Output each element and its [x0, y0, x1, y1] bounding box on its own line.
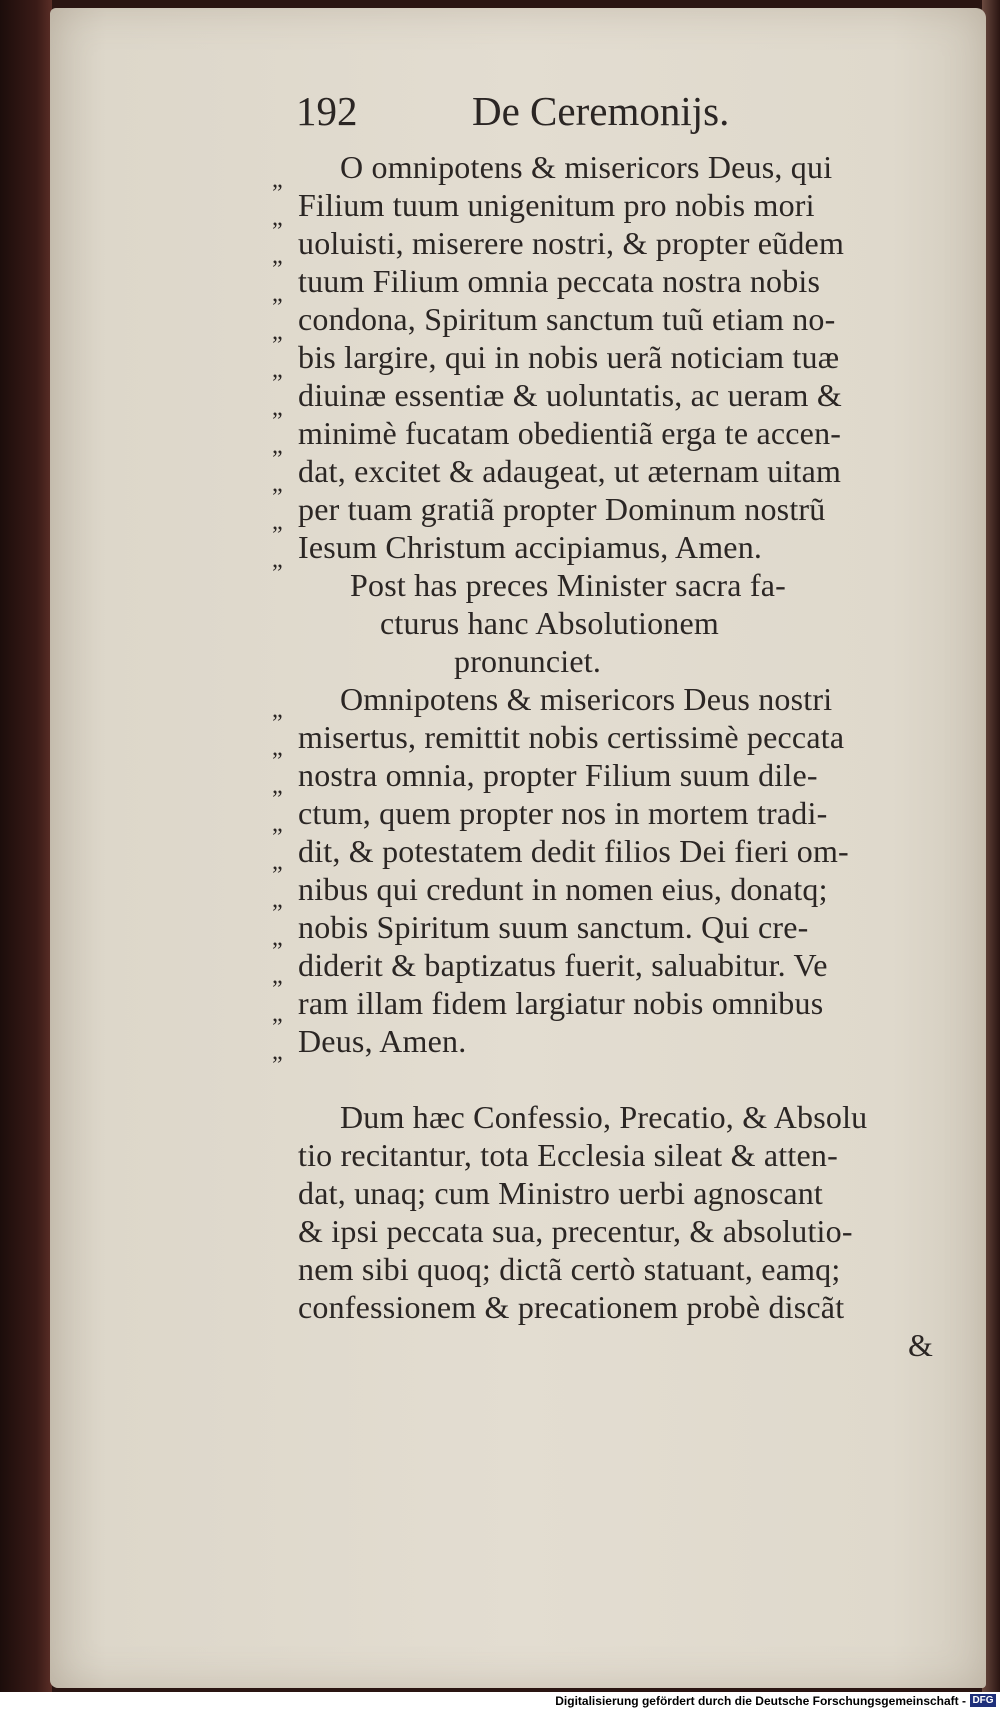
rubric-line: cturus hanc Absolutionem [380, 605, 719, 641]
margin-quote-mark: „ [272, 167, 283, 193]
text-line: confessionem & precationem probè discãt [298, 1289, 845, 1325]
text-line: uoluisti, miserere nostri, & propter eũdem [298, 225, 845, 261]
text-line: Dum hæc Confessio, Precatio, & Absolu [340, 1099, 868, 1135]
text-line: Deus, Amen. [298, 1023, 467, 1059]
text-line: tuum Filium omnia peccata nostra nobis [298, 263, 821, 299]
margin-quote-mark: „ [272, 735, 283, 761]
text-line: bis largire, qui in nobis uerã noticiam tuæ [298, 339, 840, 375]
book-cover-edge-left [0, 0, 52, 1692]
text-line: dat, excitet & adaugeat, ut æternam uitam [298, 453, 842, 489]
margin-quote-mark: „ [272, 243, 283, 269]
running-title: De Ceremonijs. [472, 88, 730, 134]
margin-quote-mark: „ [272, 697, 283, 723]
margin-quote-mark: „ [272, 319, 283, 345]
text-line: nibus qui credunt in nomen eius, donatq; [298, 871, 828, 907]
text-line: Iesum Christum accipiamus, Amen. [298, 529, 763, 565]
text-line: nobis Spiritum suum sanctum. Qui cre- [298, 909, 809, 945]
text-line: Filium tuum unigenitum pro nobis mori [298, 187, 815, 223]
text-line: minimè fucatam obedientiã erga te accen- [298, 415, 842, 451]
text-line: tio recitantur, tota Ecclesia sileat & atten- [298, 1137, 838, 1173]
page-header [296, 86, 856, 136]
margin-quote-mark: „ [272, 1039, 283, 1065]
text-line: dat, unaq; cum Ministro uerbi agnoscant [298, 1175, 824, 1211]
dfg-logo: DFG [970, 1694, 996, 1707]
text-line: ram illam fidem largiatur nobis omnibus [298, 985, 824, 1021]
margin-quote-mark: „ [272, 357, 283, 383]
text-line: dit, & potestatem dedit filios Dei fieri om- [298, 833, 849, 869]
text-line: diuinæ essentiæ & uoluntatis, ac ueram & [298, 377, 842, 413]
margin-quote-mark: „ [272, 773, 283, 799]
text-line: condona, Spiritum sanctum tuũ etiam no- [298, 301, 836, 337]
rubric-line: Post has preces Minister sacra fa- [350, 567, 786, 603]
margin-quote-mark: „ [272, 887, 283, 913]
margin-quote-mark: „ [272, 281, 283, 307]
margin-quote-mark: „ [272, 925, 283, 951]
margin-quote-mark: „ [272, 811, 283, 837]
margin-quote-mark: „ [272, 395, 283, 421]
text-line: O omnipotens & misericors Deus, qui [340, 149, 833, 185]
margin-quote-mark: „ [272, 509, 283, 535]
margin-quote-mark: „ [272, 1001, 283, 1027]
margin-quote-mark: „ [272, 433, 283, 459]
text-line: & ipsi peccata sua, precentur, & absolutio- [298, 1213, 853, 1249]
catchword: & [908, 1327, 934, 1363]
margin-quote-mark: „ [272, 849, 283, 875]
margin-quote-mark: „ [272, 547, 283, 573]
text-line: per tuam gratiã propter Dominum nostrũ [298, 491, 826, 527]
page-number: 192 [296, 88, 358, 134]
margin-quote-mark: „ [272, 963, 283, 989]
rubric-line: pronunciet. [454, 643, 602, 679]
text-line: diderit & baptizatus fuerit, saluabitur. Ve [298, 947, 828, 983]
book-page [50, 8, 986, 1688]
margin-quote-mark: „ [272, 471, 283, 497]
text-line: ctum, quem propter nos in mortem tradi- [298, 795, 828, 831]
digitization-credit: Digitalisierung gefördert durch die Deutsche Forschungsgemeinschaft - [555, 1694, 966, 1708]
text-line: nostra omnia, propter Filium suum dile- [298, 757, 818, 793]
footer-bar [0, 1692, 1000, 1710]
text-line: Omnipotens & misericors Deus nostri [340, 681, 833, 717]
text-line: misertus, remittit nobis certissimè peccata [298, 719, 845, 755]
margin-quote-mark: „ [272, 205, 283, 231]
page-text [50, 8, 986, 1688]
text-line: nem sibi quoq; dictã certò statuant, eamq; [298, 1251, 841, 1287]
